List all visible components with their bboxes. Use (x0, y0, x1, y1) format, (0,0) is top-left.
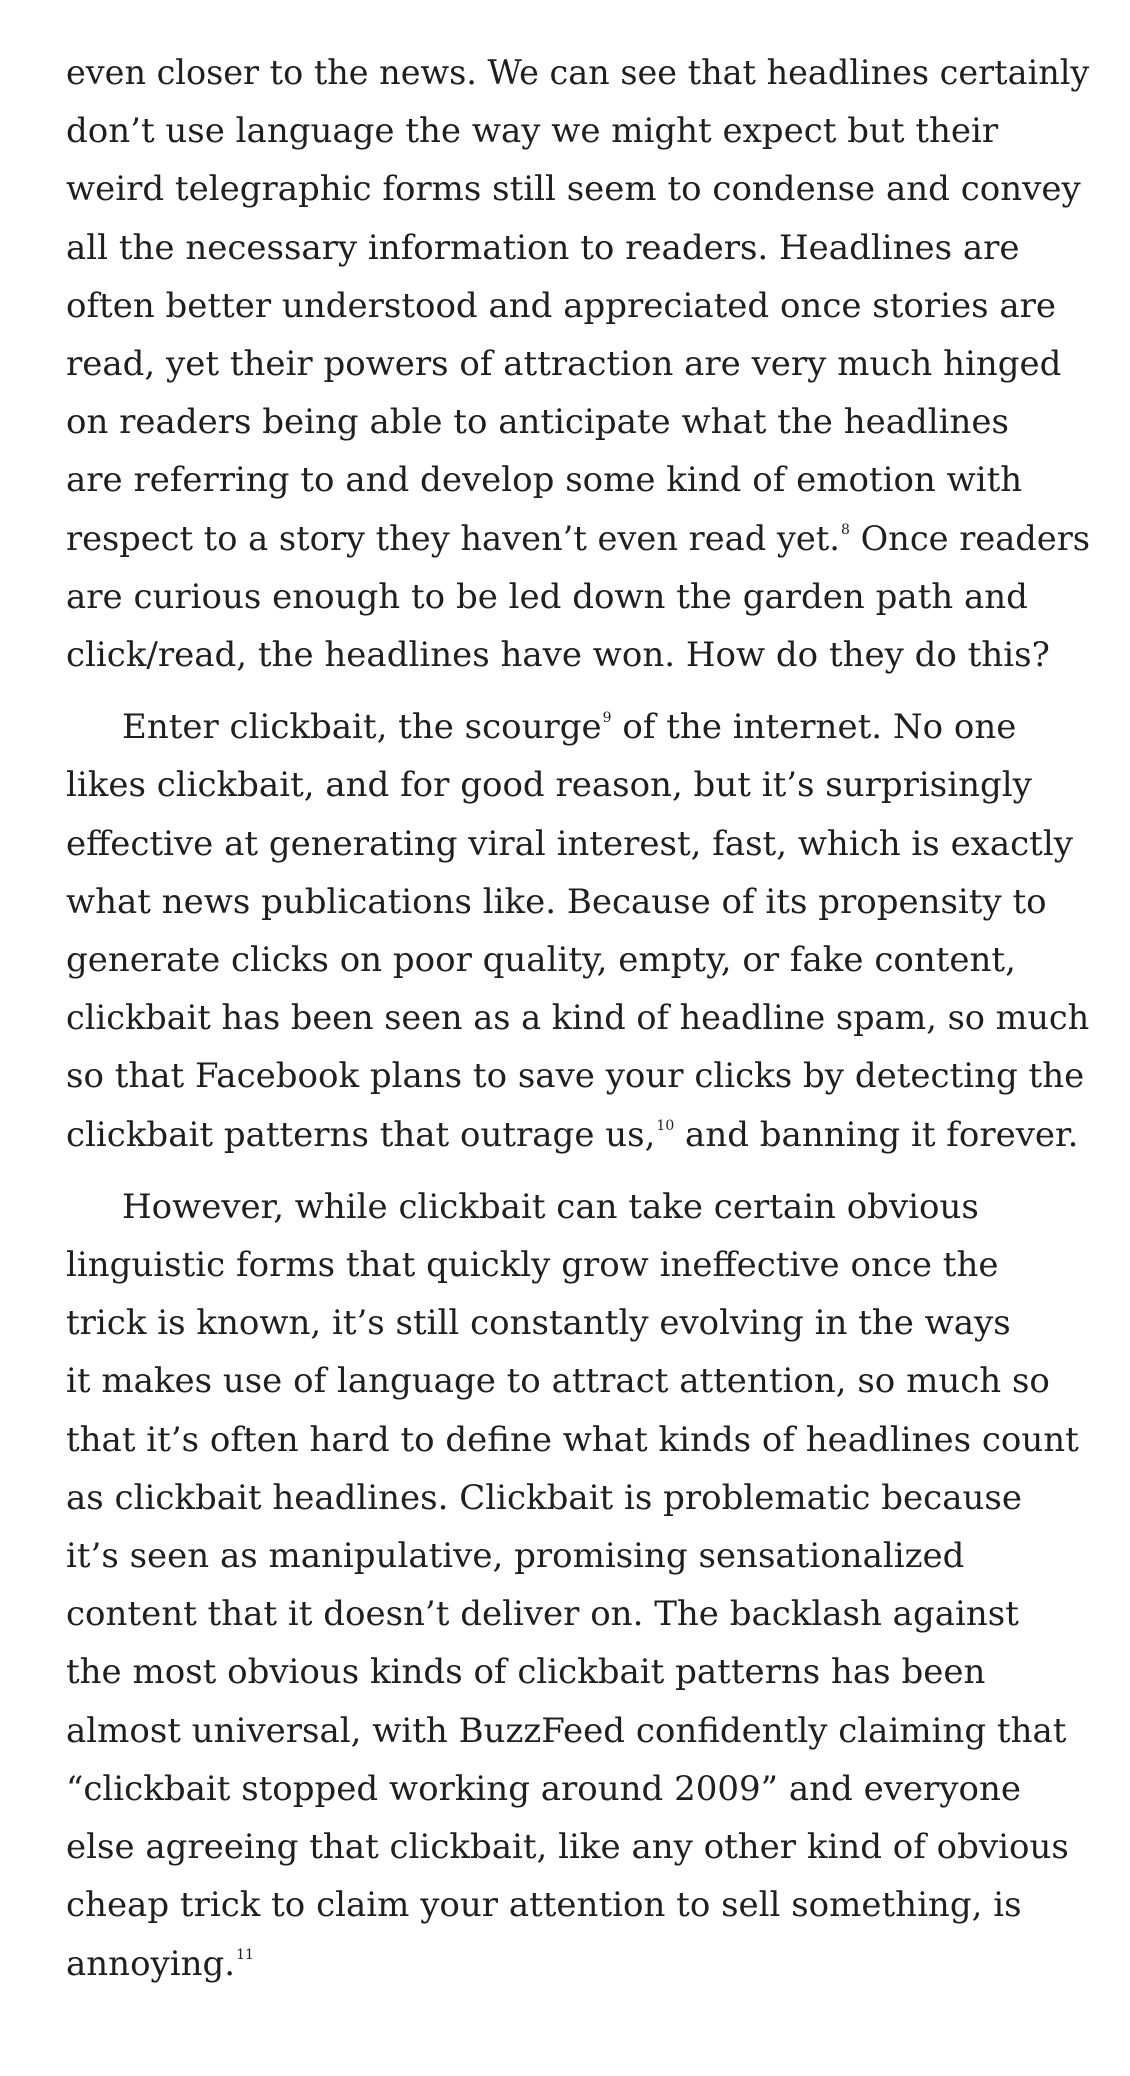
text-line (66, 698, 1090, 756)
text-segment: Once readers (849, 518, 1091, 558)
text-line: content that it doesn’t deliver on. The backlash against (66, 1594, 1019, 1635)
text-segment: annoying. (66, 1943, 236, 1984)
footnote-ref-11[interactable]: 11 (236, 1946, 254, 1963)
text-segment: respect to a story they haven’t even read yet. (66, 518, 840, 558)
footnote-ref-8[interactable]: 8 (841, 521, 850, 538)
text-line: the most obvious kinds of clickbait patterns has been (66, 1652, 986, 1693)
footnote-ref-10[interactable]: 10 (656, 1117, 675, 1134)
text-line (66, 510, 1090, 568)
text-line: However, while clickbait can take certain obvious (122, 1186, 979, 1227)
text-line: are curious enough to be led down the garden path and (66, 576, 1028, 617)
text-line: are referring to and develop some kind of emotion with (66, 460, 1023, 501)
text-segment: of the internet. No one (611, 707, 1017, 748)
text-line: effective at generating viral interest, fast, which is exactly (66, 823, 1073, 864)
text-line: it’s seen as manipulative, promising sensationalized (66, 1536, 965, 1577)
text-line: what news publications like. Because of its propensity to (66, 881, 1047, 922)
book-page (66, 44, 1090, 1993)
text-line: even closer to the news. We can see that headlines certainly (66, 53, 1090, 92)
text-line: almost universal, with BuzzFeed confidently claiming that (66, 1710, 1067, 1751)
text-segment: clickbait patterns that outrage us, (66, 1114, 656, 1155)
text-line (66, 1106, 1090, 1164)
text-line: that it’s often hard to define what kinds of headlines count (66, 1419, 1079, 1460)
footnote-ref-9[interactable]: 9 (602, 710, 612, 727)
text-line: “clickbait stopped working around 2009” and everyone (66, 1768, 1021, 1809)
text-line: read, yet their powers of attraction are very much hinged (66, 344, 1062, 385)
paragraph-1 (66, 44, 1090, 684)
text-segment: Enter clickbait, the scourge (122, 707, 602, 748)
text-line: linguistic forms that quickly grow ineffective once the (66, 1245, 999, 1286)
text-line: as clickbait headlines. Clickbait is problematic because (66, 1477, 1022, 1518)
text-line: so that Facebook plans to save your clicks by detecting the (66, 1056, 1085, 1097)
text-line: on readers being able to anticipate what the headlines (66, 402, 1009, 443)
text-line: likes clickbait, and for good reason, but it’s surprisingly (66, 765, 1032, 806)
text-line: else agreeing that clickbait, like any other kind of obvious (66, 1827, 1069, 1868)
text-line (66, 1935, 1090, 1993)
text-line: click/read, the headlines have won. How do they do this? (66, 635, 1050, 676)
text-line: it makes use of language to attract attention, so much so (66, 1361, 1050, 1402)
text-line: often better understood and appreciated once stories are (66, 285, 1057, 326)
text-line: don’t use language the way we might expect but their (66, 111, 999, 152)
text-line: cheap trick to claim your attention to sell something, is (66, 1885, 1022, 1926)
text-line: trick is known, it’s still constantly evolving in the ways (66, 1303, 1011, 1344)
text-line: all the necessary information to readers. Headlines are (66, 227, 1020, 268)
text-line: weird telegraphic forms still seem to condense and convey (66, 169, 1081, 210)
text-segment: and banning it forever. (674, 1114, 1079, 1155)
text-line: clickbait has been seen as a kind of headline spam, so much (66, 998, 1090, 1038)
paragraph-3 (66, 1178, 1090, 1993)
paragraph-2 (66, 698, 1090, 1164)
text-line: generate clicks on poor quality, empty, or fake content, (66, 940, 1016, 981)
